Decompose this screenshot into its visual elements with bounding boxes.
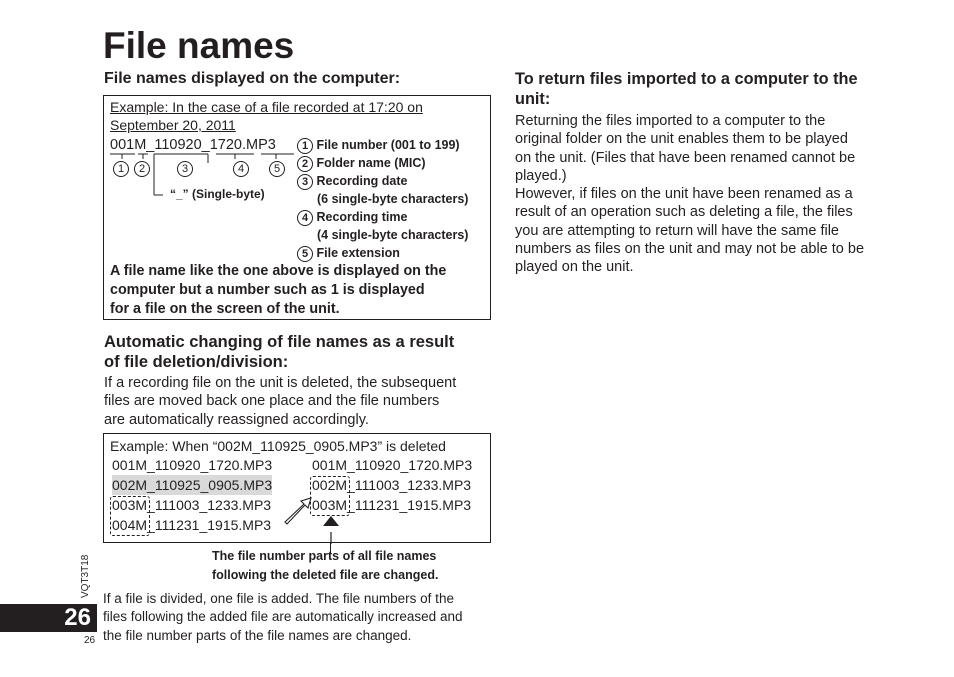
section-heading-auto-change: Automatic changing of file names as a result of file deletion/division: — [104, 333, 455, 371]
legend-item: 4 Recording time — [297, 208, 468, 226]
filename-example-box — [103, 95, 491, 320]
return-files-body: Returning the files imported to a computer to the original folder on the unit enables them to be played on the unit. (Files that have been renamed cannot be played.) However, if files on the unit have been renamed as a result of an operation such as deleting a file, the files you are attempting to return will have the same file numbers as files on the unit and may not be able to be played on the unit. — [515, 113, 865, 276]
legend-item: 2 Folder name (MIC) — [297, 154, 468, 172]
before-file: 001M_110920_1720.MP3 — [112, 457, 273, 473]
doc-code: VQT3T18 — [80, 554, 91, 598]
deletion-example-box — [103, 433, 491, 543]
changed-note: The file number parts of all file names following the deleted file are changed. — [212, 549, 439, 582]
example-line-1: Example: In the case of a file recorded at 17:20 on — [110, 99, 423, 115]
marker-5: 5 — [269, 161, 285, 177]
section2-body: If a recording file on the unit is deleted, the subsequent files are moved back one place and the file numbers are automatically reassigned accordingly. — [104, 375, 457, 428]
legend-item: 5 File extension — [297, 244, 468, 262]
legend-item: 3 Recording date — [297, 172, 468, 190]
division-body: If a file is divided, one file is added. The file numbers of the files following the added file are automatically increased and the file number parts of the file names are changed. — [103, 591, 463, 643]
filename-legend — [297, 136, 468, 262]
up-arrow-icon — [323, 516, 339, 526]
legend-item: (4 single-byte characters) — [317, 228, 469, 242]
page-number-tab: 26 — [0, 604, 97, 632]
marker-2: 2 — [134, 161, 150, 177]
example-line-2: September 20, 2011 — [110, 117, 236, 133]
page-title: File names — [103, 25, 295, 66]
deleted-file: 002M_110925_0905.MP3 — [112, 477, 273, 493]
example2-title: Example: When “002M_110925_0905.MP3” is deleted — [110, 438, 446, 454]
legend-item: (6 single-byte characters) — [317, 192, 469, 206]
arrow-graphics — [104, 434, 492, 544]
marker-4: 4 — [233, 161, 249, 177]
page-number-small: 26 — [84, 635, 96, 646]
example-filename: 001M_110920_1720.MP3 — [110, 137, 276, 153]
outline-arrow-icon — [285, 498, 311, 524]
after-file: 002M_111003_1233.MP3 — [312, 477, 472, 493]
section-heading-file-names-computer: File names displayed on the computer: — [104, 70, 401, 87]
underscore-note: “_” (Single-byte) — [170, 187, 265, 201]
after-file: 003M_111231_1915.MP3 — [312, 497, 472, 513]
before-file: 003M_111003_1233.MP3 — [112, 497, 272, 513]
box1-note: A file name like the one above is displayed on the computer but a number such as 1 is displayed for a file on the screen of the unit. — [110, 263, 447, 317]
section-heading-return-files: To return files imported to a computer to the unit: — [515, 70, 858, 108]
legend-item: 1 File number (001 to 199) — [297, 136, 468, 154]
marker-3: 3 — [177, 161, 193, 177]
before-file: 004M_111231_1915.MP3 — [112, 517, 272, 533]
marker-1: 1 — [113, 161, 129, 177]
after-file: 001M_110920_1720.MP3 — [312, 457, 473, 473]
